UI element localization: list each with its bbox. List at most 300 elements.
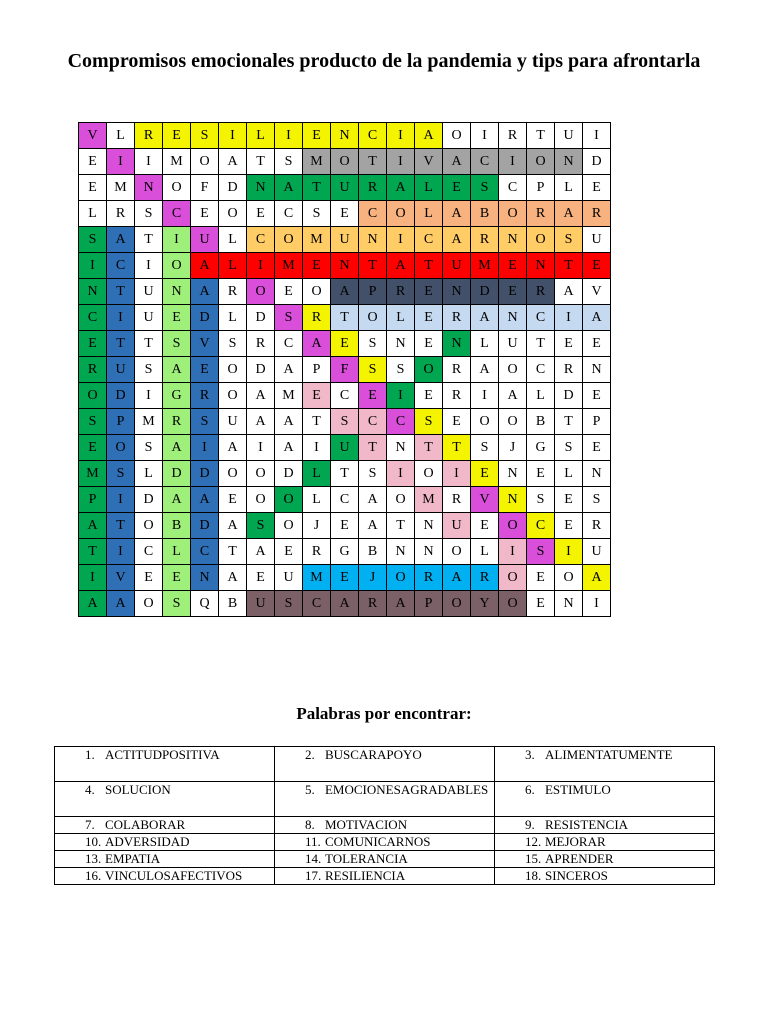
grid-cell: B (471, 201, 499, 227)
grid-cell: P (303, 357, 331, 383)
grid-cell: C (247, 227, 275, 253)
word-list-item (494, 851, 714, 868)
grid-cell: M (471, 253, 499, 279)
grid-cell: D (191, 305, 219, 331)
grid-cell: I (387, 227, 415, 253)
word-text: SOLUCION (105, 782, 171, 797)
grid-row (79, 123, 611, 149)
grid-cell: N (583, 357, 611, 383)
grid-cell: S (135, 435, 163, 461)
grid-cell: S (79, 227, 107, 253)
grid-cell: R (443, 305, 471, 331)
grid-cell: E (555, 513, 583, 539)
grid-cell: I (443, 461, 471, 487)
grid-cell: N (163, 279, 191, 305)
grid-cell: E (331, 201, 359, 227)
grid-cell: C (527, 513, 555, 539)
grid-cell: A (191, 279, 219, 305)
grid-cell: E (219, 487, 247, 513)
grid-cell: S (191, 123, 219, 149)
grid-cell: N (499, 461, 527, 487)
grid-cell: R (527, 201, 555, 227)
grid-cell: E (163, 305, 191, 331)
word-list-title: Palabras por encontrar: (296, 704, 472, 723)
grid-cell: U (583, 227, 611, 253)
word-number: 2. (304, 747, 315, 762)
grid-cell: T (107, 513, 135, 539)
grid-cell: A (443, 565, 471, 591)
word-list-item (55, 782, 275, 817)
grid-cell: U (331, 435, 359, 461)
grid-cell: O (135, 591, 163, 617)
grid-cell: E (499, 253, 527, 279)
word-list-item (274, 782, 494, 817)
grid-cell: E (555, 487, 583, 513)
grid-cell: A (107, 591, 135, 617)
grid-cell: A (471, 357, 499, 383)
grid-cell: C (331, 383, 359, 409)
grid-cell: R (387, 279, 415, 305)
grid-row (79, 149, 611, 175)
grid-cell: L (135, 461, 163, 487)
grid-cell: R (555, 357, 583, 383)
grid-cell: A (247, 539, 275, 565)
grid-row (79, 487, 611, 513)
word-number: 10. (85, 834, 102, 849)
grid-cell: V (583, 279, 611, 305)
grid-cell: E (443, 175, 471, 201)
grid-cell: C (79, 305, 107, 331)
grid-cell: O (499, 201, 527, 227)
grid-cell: C (331, 487, 359, 513)
grid-cell: P (107, 409, 135, 435)
grid-cell: N (499, 305, 527, 331)
grid-cell: C (527, 305, 555, 331)
grid-cell: T (415, 435, 443, 461)
grid-cell: P (527, 175, 555, 201)
grid-cell: O (247, 461, 275, 487)
grid-cell: E (163, 123, 191, 149)
grid-cell: O (499, 591, 527, 617)
word-text: ALIMENTATUMENTE (544, 747, 673, 762)
grid-cell: M (275, 383, 303, 409)
grid-cell: A (387, 253, 415, 279)
grid-cell: C (527, 357, 555, 383)
word-number: 8. (304, 817, 315, 832)
grid-cell: T (303, 409, 331, 435)
word-text: MOTIVACION (324, 817, 408, 832)
grid-row (79, 201, 611, 227)
word-list-item (274, 747, 494, 782)
grid-cell: A (219, 435, 247, 461)
grid-cell: C (275, 331, 303, 357)
grid-row (79, 409, 611, 435)
grid-cell: R (443, 383, 471, 409)
grid-cell: A (583, 305, 611, 331)
grid-cell: L (163, 539, 191, 565)
grid-cell: N (527, 253, 555, 279)
grid-cell: R (219, 279, 247, 305)
grid-cell: G (163, 383, 191, 409)
grid-cell: L (303, 461, 331, 487)
grid-cell: O (219, 383, 247, 409)
grid-cell: J (499, 435, 527, 461)
grid-cell: E (415, 279, 443, 305)
grid-cell: P (415, 591, 443, 617)
grid-cell: E (275, 539, 303, 565)
grid-cell: L (107, 123, 135, 149)
grid-cell: E (191, 357, 219, 383)
grid-cell: A (79, 591, 107, 617)
grid-cell: E (331, 565, 359, 591)
grid-cell: O (499, 513, 527, 539)
grid-cell: T (303, 175, 331, 201)
grid-cell: O (219, 461, 247, 487)
grid-cell: D (219, 175, 247, 201)
grid-cell: E (191, 201, 219, 227)
grid-cell: R (471, 227, 499, 253)
grid-cell: E (499, 279, 527, 305)
grid-row (79, 435, 611, 461)
word-list-item (55, 817, 275, 834)
grid-cell: R (107, 201, 135, 227)
grid-cell: A (163, 357, 191, 383)
grid-cell: E (583, 331, 611, 357)
grid-cell: V (79, 123, 107, 149)
grid-cell: L (471, 331, 499, 357)
grid-cell: U (443, 253, 471, 279)
grid-cell: I (163, 227, 191, 253)
grid-cell: E (275, 279, 303, 305)
grid-cell: N (499, 487, 527, 513)
word-text: MEJORAR (544, 834, 606, 849)
grid-cell: C (499, 175, 527, 201)
grid-row (79, 383, 611, 409)
grid-cell: O (527, 227, 555, 253)
grid-cell: T (443, 435, 471, 461)
word-text: ESTIMULO (544, 782, 611, 797)
grid-cell: E (135, 565, 163, 591)
grid-cell: M (163, 149, 191, 175)
grid-cell: C (471, 149, 499, 175)
grid-cell: T (79, 539, 107, 565)
grid-cell: S (163, 591, 191, 617)
grid-cell: S (135, 201, 163, 227)
grid-cell: I (275, 123, 303, 149)
grid-cell: M (303, 227, 331, 253)
grid-cell: O (387, 487, 415, 513)
grid-cell: O (107, 435, 135, 461)
grid-cell: L (303, 487, 331, 513)
grid-row (79, 591, 611, 617)
grid-cell: T (135, 227, 163, 253)
grid-cell: I (107, 149, 135, 175)
grid-cell: U (247, 591, 275, 617)
word-list-table (54, 746, 715, 885)
grid-cell: C (415, 227, 443, 253)
grid-cell: O (471, 409, 499, 435)
grid-cell: T (415, 253, 443, 279)
grid-cell: A (191, 487, 219, 513)
word-list-item (55, 868, 275, 885)
grid-cell: E (527, 461, 555, 487)
grid-cell: N (555, 149, 583, 175)
grid-cell: V (191, 331, 219, 357)
grid-cell: A (331, 279, 359, 305)
grid-cell: V (471, 487, 499, 513)
grid-cell: I (135, 253, 163, 279)
grid-cell: A (219, 513, 247, 539)
grid-cell: R (527, 279, 555, 305)
grid-cell: D (583, 149, 611, 175)
grid-cell: T (331, 461, 359, 487)
word-number: 3. (524, 747, 535, 762)
grid-cell: N (555, 591, 583, 617)
grid-cell: S (275, 149, 303, 175)
grid-cell: N (583, 461, 611, 487)
grid-cell: E (79, 331, 107, 357)
grid-cell: R (191, 383, 219, 409)
grid-cell: I (247, 435, 275, 461)
grid-cell: D (191, 513, 219, 539)
word-list-item (274, 817, 494, 834)
word-number: 11. (304, 834, 321, 849)
grid-cell: S (415, 409, 443, 435)
grid-cell: M (107, 175, 135, 201)
grid-cell: A (247, 409, 275, 435)
grid-cell: C (359, 409, 387, 435)
grid-cell: N (443, 331, 471, 357)
grid-cell: A (219, 149, 247, 175)
grid-cell: U (219, 409, 247, 435)
word-number: 5. (304, 782, 315, 797)
word-list-row (55, 782, 715, 817)
grid-cell: S (219, 331, 247, 357)
grid-cell: O (443, 123, 471, 149)
word-list-item (274, 851, 494, 868)
grid-cell: I (191, 435, 219, 461)
grid-cell: U (499, 331, 527, 357)
grid-cell: T (247, 149, 275, 175)
grid-cell: N (191, 565, 219, 591)
grid-cell: D (107, 383, 135, 409)
grid-cell: A (359, 487, 387, 513)
grid-row (79, 227, 611, 253)
grid-cell: T (359, 435, 387, 461)
grid-cell: E (443, 409, 471, 435)
grid-cell: C (275, 201, 303, 227)
grid-cell: I (247, 253, 275, 279)
grid-cell: I (79, 253, 107, 279)
grid-cell: C (303, 591, 331, 617)
grid-cell: U (107, 357, 135, 383)
grid-cell: C (387, 409, 415, 435)
grid-row (79, 253, 611, 279)
grid-cell: O (303, 279, 331, 305)
grid-cell: E (415, 383, 443, 409)
grid-cell: U (331, 175, 359, 201)
grid-cell: E (527, 565, 555, 591)
grid-cell: L (247, 123, 275, 149)
grid-cell: S (471, 435, 499, 461)
grid-cell: N (387, 539, 415, 565)
grid-cell: L (79, 201, 107, 227)
grid-cell: O (359, 305, 387, 331)
grid-row (79, 513, 611, 539)
grid-cell: E (79, 149, 107, 175)
grid-cell: C (191, 539, 219, 565)
grid-cell: P (359, 279, 387, 305)
grid-cell: E (79, 435, 107, 461)
grid-cell: O (163, 175, 191, 201)
grid-cell: J (303, 513, 331, 539)
word-text: EMOCIONESAGRADABLES (324, 782, 489, 797)
grid-cell: N (415, 539, 443, 565)
grid-cell: I (219, 123, 247, 149)
grid-cell: A (163, 487, 191, 513)
grid-cell: R (359, 175, 387, 201)
grid-cell: S (527, 487, 555, 513)
grid-cell: S (359, 331, 387, 357)
grid-cell: L (219, 253, 247, 279)
grid-cell: R (163, 409, 191, 435)
grid-cell: R (79, 357, 107, 383)
word-number: 4. (85, 782, 95, 797)
grid-cell: S (359, 357, 387, 383)
grid-cell: E (303, 253, 331, 279)
grid-cell: I (387, 149, 415, 175)
grid-cell: M (79, 461, 107, 487)
grid-cell: I (107, 487, 135, 513)
grid-cell: A (331, 591, 359, 617)
grid-cell: N (331, 123, 359, 149)
grid-cell: R (471, 565, 499, 591)
grid-cell: S (107, 461, 135, 487)
grid-cell: A (555, 201, 583, 227)
grid-cell: O (275, 227, 303, 253)
grid-cell: O (555, 565, 583, 591)
grid-cell: I (135, 383, 163, 409)
grid-cell: E (527, 591, 555, 617)
grid-cell: F (191, 175, 219, 201)
grid-cell: A (583, 565, 611, 591)
grid-cell: O (499, 357, 527, 383)
grid-cell: R (247, 331, 275, 357)
grid-cell: D (163, 461, 191, 487)
grid-cell: E (471, 513, 499, 539)
grid-cell: N (387, 435, 415, 461)
grid-cell: T (555, 253, 583, 279)
grid-cell: N (359, 227, 387, 253)
word-text: RESISTENCIA (544, 817, 629, 832)
word-text: EMPATIA (105, 851, 161, 866)
grid-cell: V (415, 149, 443, 175)
grid-row (79, 539, 611, 565)
grid-cell: U (583, 539, 611, 565)
grid-cell: F (331, 357, 359, 383)
grid-cell: U (443, 513, 471, 539)
word-number: 17. (304, 868, 322, 883)
grid-cell: N (499, 227, 527, 253)
grid-cell: A (275, 357, 303, 383)
grid-cell: R (499, 123, 527, 149)
grid-cell: I (387, 461, 415, 487)
grid-cell: E (303, 383, 331, 409)
word-text: BUSCARAPOYO (324, 747, 422, 762)
grid-cell: I (387, 123, 415, 149)
grid-cell: I (107, 539, 135, 565)
grid-cell: O (443, 591, 471, 617)
grid-cell: L (555, 175, 583, 201)
grid-cell: L (471, 539, 499, 565)
word-text: RESILIENCIA (324, 868, 406, 883)
grid-cell: R (443, 357, 471, 383)
grid-cell: M (303, 149, 331, 175)
word-list-row (55, 851, 715, 868)
grid-cell: N (443, 279, 471, 305)
grid-cell: D (247, 357, 275, 383)
word-number: 13. (85, 851, 102, 866)
grid-cell: T (331, 305, 359, 331)
grid-cell: B (527, 409, 555, 435)
grid-cell: O (443, 539, 471, 565)
grid-cell: S (555, 435, 583, 461)
grid-cell: D (471, 279, 499, 305)
grid-cell: U (135, 305, 163, 331)
grid-cell: B (219, 591, 247, 617)
word-number: 7. (85, 817, 95, 832)
grid-cell: L (527, 383, 555, 409)
word-list-row (55, 868, 715, 885)
word-list-item (274, 834, 494, 851)
grid-cell: A (275, 409, 303, 435)
grid-cell: I (303, 435, 331, 461)
grid-cell: I (499, 149, 527, 175)
grid-cell: L (415, 201, 443, 227)
grid-cell: I (387, 383, 415, 409)
grid-cell: T (135, 331, 163, 357)
grid-cell: O (247, 279, 275, 305)
grid-cell: I (107, 305, 135, 331)
grid-cell: C (135, 539, 163, 565)
grid-cell: L (555, 461, 583, 487)
grid-cell: E (79, 175, 107, 201)
grid-cell: I (555, 305, 583, 331)
grid-cell: S (303, 201, 331, 227)
grid-cell: M (303, 565, 331, 591)
grid-cell: O (499, 565, 527, 591)
grid-cell: C (359, 123, 387, 149)
grid-cell: S (555, 227, 583, 253)
grid-cell: D (191, 461, 219, 487)
grid-cell: N (415, 513, 443, 539)
grid-cell: S (247, 513, 275, 539)
grid-cell: U (275, 565, 303, 591)
word-text: ACTITUDPOSITIVA (105, 747, 220, 762)
grid-cell: S (527, 539, 555, 565)
word-list-row (55, 817, 715, 834)
grid-row (79, 331, 611, 357)
word-list-item (494, 834, 714, 851)
grid-cell: O (415, 461, 443, 487)
page-title: Compromisos emocionales producto de la pandemia y tips para afrontarla (67, 50, 701, 72)
grid-cell: O (275, 487, 303, 513)
grid-cell: A (219, 565, 247, 591)
grid-cell: U (191, 227, 219, 253)
grid-cell: S (275, 305, 303, 331)
grid-cell: L (219, 227, 247, 253)
grid-cell: Y (471, 591, 499, 617)
